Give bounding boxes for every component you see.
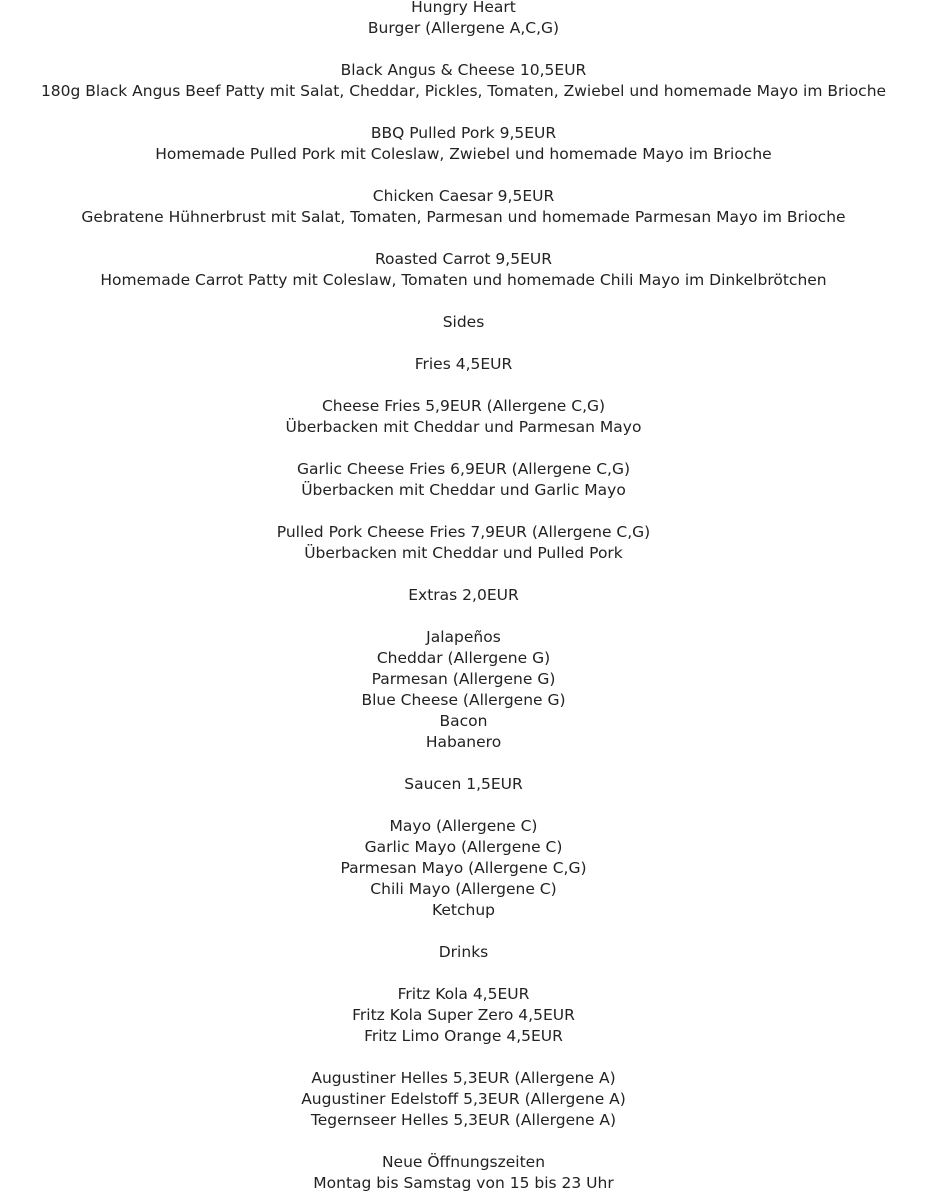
spacer bbox=[0, 753, 927, 774]
spacer bbox=[0, 606, 927, 627]
spacer bbox=[0, 228, 927, 249]
extras-item: Bacon bbox=[439, 712, 488, 730]
burger-item-name: Roasted Carrot 9,5EUR bbox=[374, 250, 552, 268]
spacer bbox=[0, 291, 927, 312]
spacer bbox=[0, 921, 927, 942]
spacer bbox=[0, 963, 927, 984]
drinks-item: Fritz Kola Super Zero 4,5EUR bbox=[352, 1006, 575, 1024]
spacer bbox=[0, 333, 927, 354]
sides-item-name: Pulled Pork Cheese Fries 7,9EUR (Allergene C,G) bbox=[276, 523, 651, 541]
spacer bbox=[0, 1131, 927, 1152]
burger-heading: Burger (Allergene A,C,G) bbox=[367, 19, 560, 37]
drinks-heading: Drinks bbox=[438, 943, 489, 961]
burger-item-name: BBQ Pulled Pork 9,5EUR bbox=[370, 124, 557, 142]
sides-item-name: Cheese Fries 5,9EUR (Allergene C,G) bbox=[321, 397, 606, 415]
hours-heading: Neue Öffnungszeiten bbox=[381, 1153, 546, 1171]
spacer bbox=[0, 438, 927, 459]
extras-item: Parmesan (Allergene G) bbox=[371, 670, 556, 688]
sides-item-desc: Überbacken mit Cheddar und Pulled Pork bbox=[304, 544, 623, 562]
sides-heading: Sides bbox=[442, 313, 485, 331]
extras-item: Blue Cheese (Allergene G) bbox=[361, 691, 566, 709]
spacer bbox=[0, 165, 927, 186]
extras-heading: Extras 2,0EUR bbox=[408, 586, 519, 604]
burger-item-name: Black Angus & Cheese 10,5EUR bbox=[340, 61, 587, 79]
drinks-item: Tegernseer Helles 5,3EUR (Allergene A) bbox=[310, 1111, 617, 1129]
hours-text: Montag bis Samstag von 15 bis 23 Uhr bbox=[313, 1174, 614, 1192]
saucen-item: Parmesan Mayo (Allergene C,G) bbox=[340, 859, 587, 877]
restaurant-title: Hungry Heart bbox=[411, 0, 516, 16]
spacer bbox=[0, 102, 927, 123]
drinks-item: Fritz Kola 4,5EUR bbox=[397, 985, 530, 1003]
spacer bbox=[0, 564, 927, 585]
saucen-item: Garlic Mayo (Allergene C) bbox=[364, 838, 563, 856]
spacer bbox=[0, 795, 927, 816]
fries-item: Fries 4,5EUR bbox=[414, 355, 513, 373]
saucen-item: Chili Mayo (Allergene C) bbox=[370, 880, 557, 898]
spacer bbox=[0, 1047, 927, 1068]
extras-item: Cheddar (Allergene G) bbox=[376, 649, 551, 667]
burger-item-desc: 180g Black Angus Beef Patty mit Salat, Cheddar, Pickles, Tomaten, Zwiebel und homemade Mayo im Brioche bbox=[40, 82, 887, 100]
sides-item-desc: Überbacken mit Cheddar und Garlic Mayo bbox=[301, 481, 626, 499]
saucen-item: Ketchup bbox=[431, 901, 495, 919]
burger-item-desc: Homemade Carrot Patty mit Coleslaw, Tomaten und homemade Chili Mayo im Dinkelbrötchen bbox=[100, 271, 827, 289]
sides-item-desc: Überbacken mit Cheddar und Parmesan Mayo bbox=[285, 418, 642, 436]
burger-item-desc: Homemade Pulled Pork mit Coleslaw, Zwiebel und homemade Mayo im Brioche bbox=[155, 145, 772, 163]
extras-item: Habanero bbox=[425, 733, 502, 751]
spacer bbox=[0, 375, 927, 396]
sides-item-name: Garlic Cheese Fries 6,9EUR (Allergene C,G) bbox=[296, 460, 631, 478]
spacer bbox=[0, 39, 927, 60]
burger-item-desc: Gebratene Hühnerbrust mit Salat, Tomaten, Parmesan und homemade Parmesan Mayo im Brioche bbox=[81, 208, 846, 226]
burger-item-name: Chicken Caesar 9,5EUR bbox=[372, 187, 555, 205]
extras-item: Jalapeños bbox=[426, 628, 501, 646]
drinks-item: Augustiner Helles 5,3EUR (Allergene A) bbox=[311, 1069, 616, 1087]
spacer bbox=[0, 501, 927, 522]
drinks-item: Augustiner Edelstoff 5,3EUR (Allergene A) bbox=[301, 1090, 626, 1108]
drinks-item: Fritz Limo Orange 4,5EUR bbox=[364, 1027, 563, 1045]
saucen-item: Mayo (Allergene C) bbox=[389, 817, 538, 835]
saucen-heading: Saucen 1,5EUR bbox=[404, 775, 523, 793]
